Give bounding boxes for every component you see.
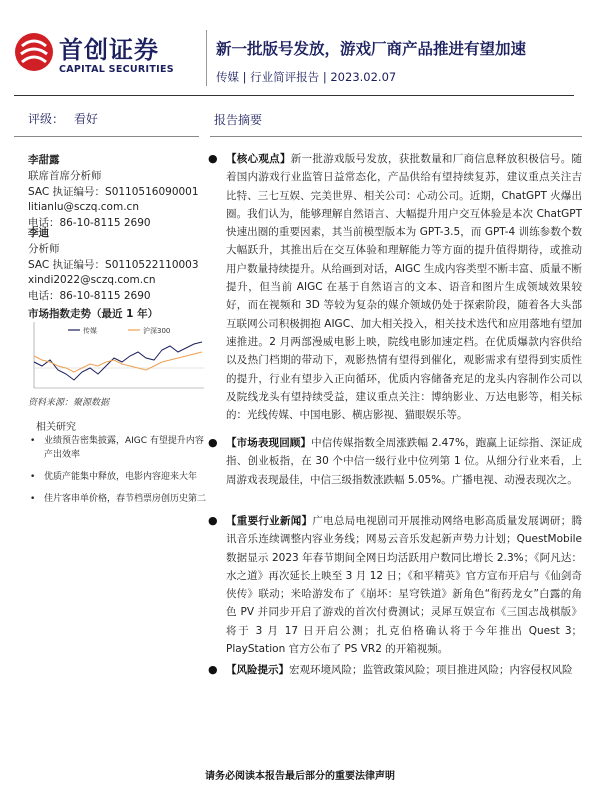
summary-title: 报告摘要 bbox=[214, 113, 263, 127]
rating bbox=[28, 110, 98, 127]
bullet-icon: ● bbox=[208, 514, 218, 527]
report-meta: 传媒 | 行业简评报告 | 2023.02.07 bbox=[216, 70, 397, 84]
series-line-hs300 bbox=[34, 352, 202, 372]
paragraph-heading: 【核心观点】 bbox=[226, 153, 291, 165]
legend-hs300: 沪深300 bbox=[143, 327, 171, 335]
analyst-sac: SAC 执证编号：S0110516090001 bbox=[28, 185, 199, 198]
related-item[interactable]: • 优质产能集中释放，电影内容迎来大年 bbox=[30, 472, 198, 482]
bullet-icon: ● bbox=[208, 436, 218, 449]
company-logo bbox=[14, 30, 200, 82]
analyst-sac: SAC 执证编号：S0110522110003 bbox=[28, 258, 199, 271]
rating-value: 看好 bbox=[74, 112, 99, 126]
summary-paragraph-news bbox=[208, 512, 582, 658]
analyst-phone: 电话：86-10-8115 2690 bbox=[28, 290, 151, 303]
paragraph-text: 广电总局电视剧司开展推动网络电影高质量发展调研；腾讯音乐连续调整内容业务线；网易云音乐发起新声势力计划；QuestMobile 数据显示 2023 年春节期间全网日均活跃用户数同比增长 2.3%；《阿凡达：水之道》再次延长上映至 3 月 12 日；《和平精英》官方宣布开启与《仙剑奇侠传》联动；米哈游发布了《崩坏：星穹铁道》新角色“衔药龙女”白露的角色 PV 并同步开启了游戏的首次付费测试；灵犀互娱宣布《三国志战棋版》将于 3 月 17 日开启公测；扎克伯格确认将于今年推出 Quest 3；PlayStation 官方公布了 PS VR2 的开箱视频。 bbox=[226, 515, 582, 656]
logo-english-name: CAPITAL SECURITIES bbox=[59, 64, 174, 75]
right-rule bbox=[210, 136, 582, 137]
related-item[interactable]: • 业绩预告密集披露，AIGC 有望提升内容产出效率 bbox=[30, 436, 204, 460]
market-chart-title: 市场指数走势（最近 1 年） bbox=[28, 308, 159, 320]
analyst-phone: 电话：86-10-8115 2690 bbox=[28, 217, 151, 230]
paragraph-text: 中信传媒指数全周涨跌幅 2.47%，跑赢上证综指、深证成指、创业板指，在 30 个中信一级行业中位列第 1 位。从细分行业来看，上周游戏表现最佳，中信三级指数涨跌幅 5.05%。广播电视、动漫表现次之。 bbox=[226, 437, 582, 486]
left-rule bbox=[14, 136, 199, 137]
bullet-icon: • bbox=[30, 494, 36, 504]
series-line-media bbox=[34, 342, 202, 380]
header-rule bbox=[14, 95, 574, 96]
analyst-role: 分析师 bbox=[28, 242, 60, 255]
analyst-name: 李甜露 bbox=[28, 154, 60, 166]
logo-mark-icon bbox=[14, 32, 54, 72]
summary-paragraph-core-view bbox=[208, 150, 582, 424]
summary-paragraph-market bbox=[208, 434, 582, 489]
paragraph-text: 宏观环境风险；监管政策风险；项目推进风险；内容侵权风险 bbox=[289, 664, 573, 676]
analyst-role: 联席首席分析师 bbox=[28, 169, 102, 182]
bullet-icon: • bbox=[30, 436, 36, 446]
legal-footer: 请务必阅读本报告最后部分的重要法律声明 bbox=[205, 771, 395, 782]
analyst-card bbox=[28, 226, 199, 305]
related-research-list bbox=[28, 434, 208, 514]
market-index-chart bbox=[28, 322, 208, 392]
related-research-title: 相关研究 bbox=[36, 422, 76, 433]
bullet-icon: • bbox=[30, 472, 36, 482]
paragraph-text: 新一批游戏版号发放，获批数量和厂商信息释放积极信号。随着国内游戏行业监管日益常态化，产品供给有望持续复苏，建议重点关注吉比特、三七互娱、完美世界、相关公司：心动公司。近期，ChatGPT 火爆出圈。我们认为，能够理解自然语言、大幅提升用户交互体验是本次 ChatGPT 快速出圈的重要因素，其当前模型版本为 GPT-3.5，而 GPT-4 训练参数个数大幅跃升，其推出后在交互体验和理解能力等方面的提升值得期待，或推动用户数量持续提升。从给画到对话，AIGC 生成内容类型不断丰富、质量不断提升，但当前 AIGC 在基于自然语言的文本、语音和图片生成领域效果较好，而在视频和 3D 等较为复杂的媒介领域仍处于探索阶段，随着各大头部互联网公司积极拥抱 AIGC、加大相关投入，相关技术迭代和应用落地有望加速推进。2 月两部漫威电影上映，院线电影加速定档。在优质爆款内容供给以及热门档期的带动下，观影热情有望得到催化，观影需求有望得到实质性的提升，行业有望步入正向循环，优质内容储备充足的龙头内容制作公司以及院线龙头有望持续受益，建议重点关注：博纳影业、万达电影等，相关标的：光线传媒、中国电影、横店影视、猫眼娱乐等。 bbox=[226, 153, 582, 422]
paragraph-heading: 【重要行业新闻】 bbox=[226, 515, 313, 527]
bullet-icon: ● bbox=[208, 663, 218, 676]
logo-name: 首创证券 bbox=[59, 36, 159, 64]
related-item[interactable]: • 佳片客串单价格，春节档票房创历史第二 bbox=[30, 494, 207, 504]
rating-label: 评级： bbox=[28, 112, 65, 126]
analyst-email[interactable]: xindi2022@sczq.com.cn bbox=[28, 274, 156, 287]
analyst-card bbox=[28, 153, 199, 232]
legend-media: 传媒 bbox=[83, 327, 97, 335]
chart-source: 资料来源：聚源数据 bbox=[28, 398, 110, 408]
summary-paragraph-risk bbox=[208, 661, 582, 679]
bullet-icon: ● bbox=[208, 152, 218, 165]
paragraph-heading: 【市场表现回顾】 bbox=[226, 437, 312, 449]
analyst-name: 李迪 bbox=[28, 227, 49, 239]
analyst-email[interactable]: litianlu@sczq.com.cn bbox=[28, 201, 139, 214]
report-title: 新一批版号发放，游戏厂商产品推进有望加速 bbox=[216, 40, 527, 58]
paragraph-heading: 【风险提示】 bbox=[226, 664, 289, 676]
header-divider bbox=[206, 30, 207, 86]
